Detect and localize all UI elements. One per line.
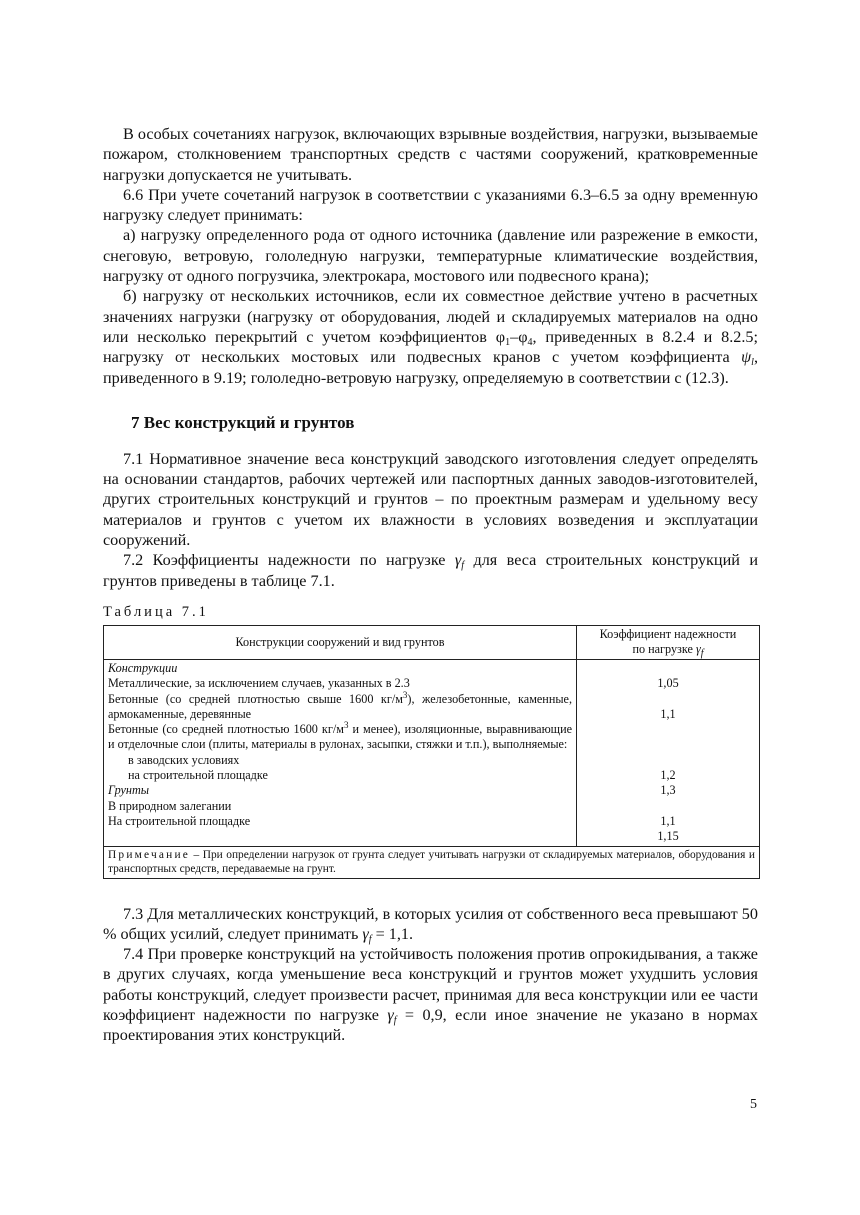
- paragraph-7-1: 7.1 Нормативное значение веса конструкций заводского изготовления следует определять на основании стандартов, рабочих чертежей или паспортных данных заводов-изготовителей, других строительных конструкций и грунтов – по проектным размерам и удельному весу материалов и грунтов с учетом их влажности в условиях возведения и эксплуатации сооружений.: [103, 449, 758, 550]
- table-value-metal: 1,05: [657, 676, 679, 691]
- table-caption: Таблица 7.1: [103, 603, 209, 620]
- paragraph-6-6-b: б) нагрузку от нескольких источников, если их совместное действие учтено в расчетных значениях нагрузки (нагрузку от оборудования, людей и складируемых материалов на одно или несколько перекрытий с учетом коэффициентов $\varphi_1-\varphi_4$, приведенных в 8.2.4 и 8.2.5; нагрузку от нескольких мостовых или подвесных кранов с учетом коэффициента $\psi_l$, приведенного в 9.19; гололедно-ветровую нагрузку, определяемую в соответствии с (12.3).: [103, 287, 758, 387]
- table-group-structures: Конструкции: [108, 660, 178, 675]
- paragraph-7-2: 7.2 Коэффициенты надежности по нагрузке $\gamma_f$ для веса строительных конструкций и грунтов приведены в таблице 7.1.: [103, 551, 758, 590]
- table-header-coefficient: Коэффициент надежности по нагрузке $\gamma_f$: [577, 625, 760, 659]
- table-value-site-soil: 1,15: [657, 829, 679, 844]
- table-structures-column: [104, 659, 577, 846]
- paragraph-7-4: 7.4 При проверке конструкций на устойчивость положения против опрокидывания, а также в других случаях, когда уменьшение веса конструкций и грунтов может ухудшить условия работы конструкций, следует произвести расчет, принимая для веса конструкции или ее части коэффициент надежности по нагрузке $\gamma_f = 0,9$, если иное значение не указано в нормах проектирования этих конструкций.: [103, 945, 758, 1045]
- table-header-structures: Конструкции сооружений и вид грунтов: [104, 625, 577, 659]
- table-row-construction-site: на строительной площадке: [128, 768, 268, 783]
- page-number: 5: [750, 1097, 757, 1112]
- table-value-natural-soil: 1,1: [660, 813, 676, 828]
- table-values-column: [577, 659, 760, 846]
- paragraph-7-3: 7.3 Для металлических конструкций, в которых усилия от собственного веса превышают 50 % общих усилий, следует принимать $\gamma_f = 1,1$.: [103, 904, 758, 945]
- paragraph-6-6: 6.6 При учете сочетаний нагрузок в соответствии с указаниями 6.3–6.5 за одну временную нагрузку следует принимать:: [103, 185, 758, 225]
- load-factor-table: [103, 625, 760, 879]
- table-body-row: [104, 659, 760, 846]
- table-row-site-soil: На строительной площадке: [108, 813, 251, 828]
- table-row-natural-soil: В природном залегании: [108, 798, 232, 813]
- table-value-concrete-heavy: 1,1: [660, 706, 676, 721]
- table-header-row: [104, 625, 760, 659]
- document-page: [103, 124, 758, 1046]
- table-note: Примечание – При определении нагрузок от грунта следует учитывать нагрузки от складируемых материалов, оборудования и транспортных средств, передаваемые на грунт.: [104, 846, 760, 878]
- paragraph-6-6-a: а) нагрузку определенного рода от одного источника (давление или разрежение в емкости, снеговую, ветровую, гололедную нагрузки, температурные климатические воздействия, нагрузку от одного погрузчика, электрокара, мостового или подвесного крана);: [103, 226, 758, 286]
- section-heading: 7 Вес конструкций и грунтов: [131, 412, 355, 432]
- table-value-factory: 1,2: [660, 768, 676, 783]
- table-row-concrete-heavy: Бетонные (со средней плотностью свыше 1600 $кг/м^3$), железобетонные, каменные, армокаменные, деревянные: [108, 689, 573, 721]
- table-note-row: [104, 846, 760, 878]
- table-row-factory: в заводских условиях: [128, 752, 240, 767]
- table-row-concrete-light: Бетонные (со средней плотностью 1600 $кг/м^3$ и менее), изоляционные, выравнивающие и отделочные слои (плиты, материалы в рулонах, засыпки, стяжки и т.п.), выполняемые:: [108, 720, 572, 752]
- paragraph-special-combinations: В особых сочетаниях нагрузок, включающих взрывные воздействия, нагрузки, вызываемые пожаром, столкновением транспортных средств с частями сооружений, кратковременные нагрузки допускается не учитывать.: [103, 125, 758, 184]
- table-row-metal: Металлические, за исключением случаев, указанных в 2.3: [108, 676, 410, 691]
- table-value-construction-site: 1,3: [660, 783, 676, 798]
- table-group-soils: Грунты: [108, 783, 150, 798]
